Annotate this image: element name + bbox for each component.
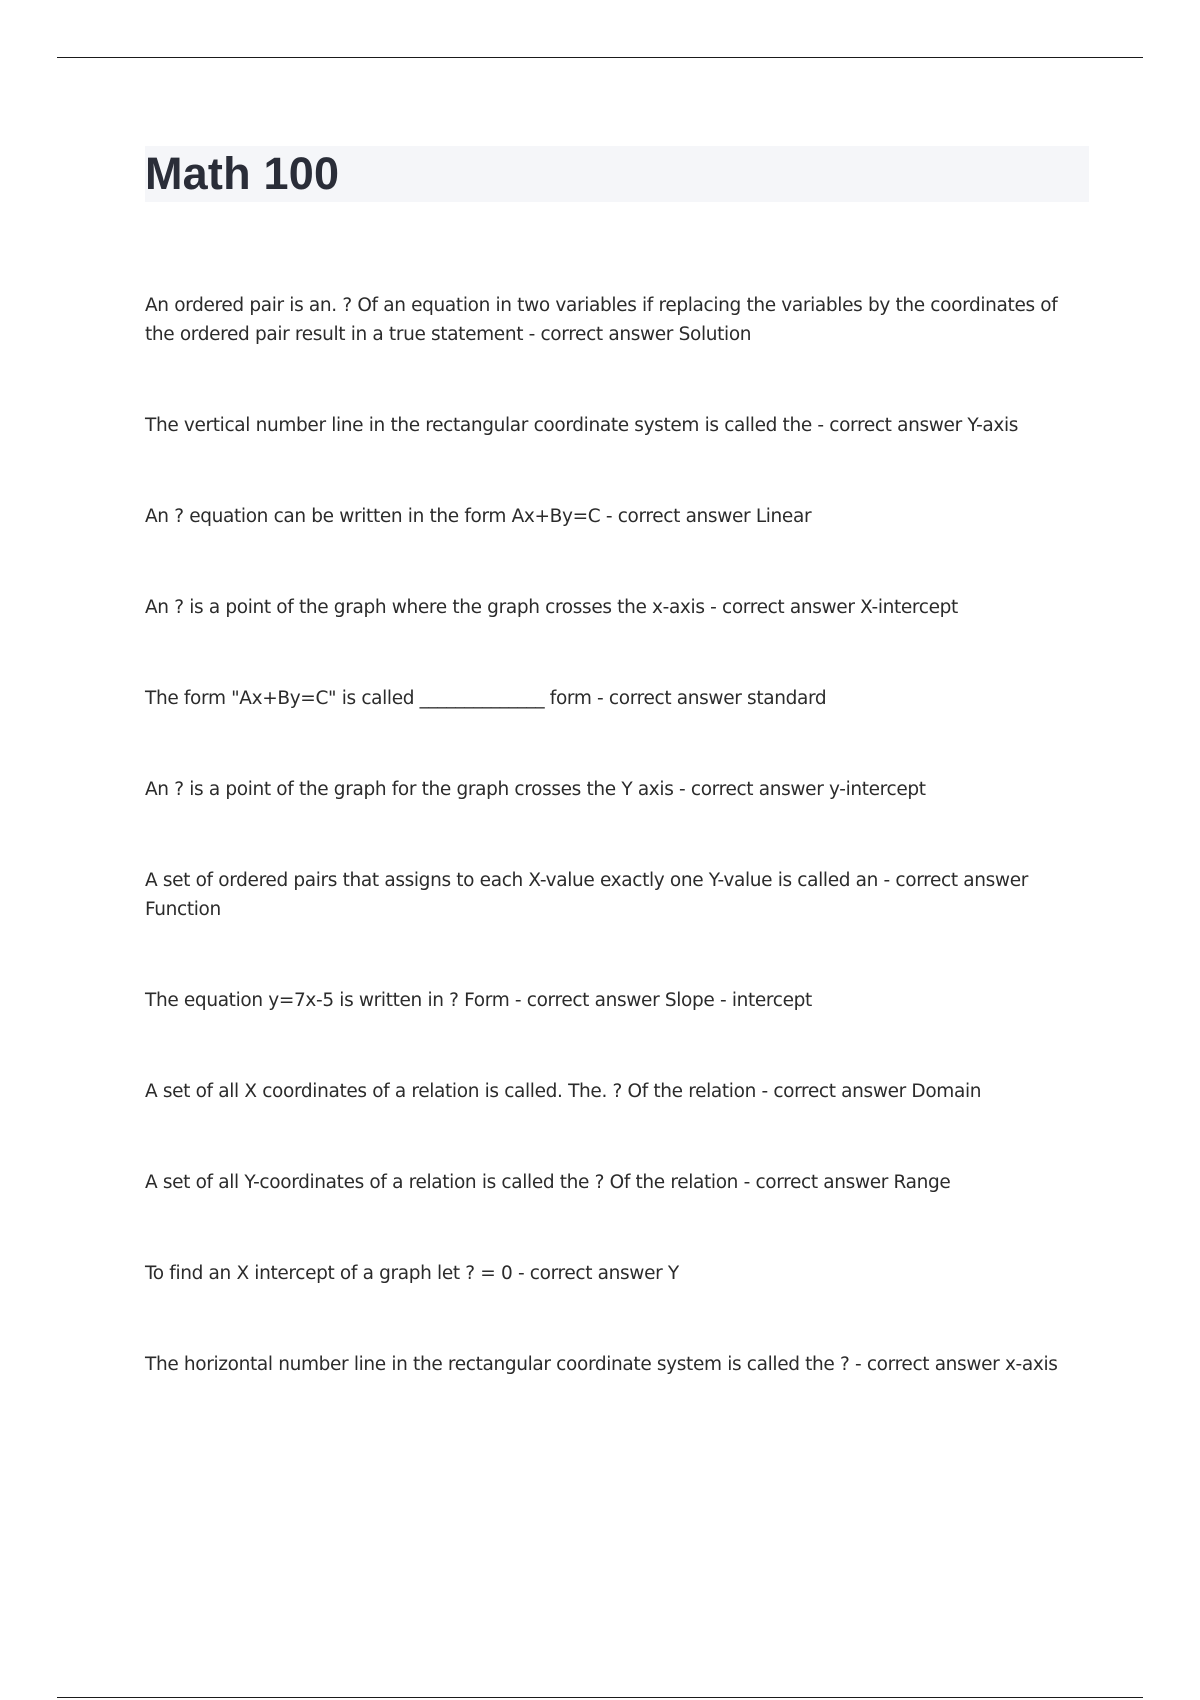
qa-item-3: An ? equation can be written in the form Ax+By=C - correct answer Linear (145, 506, 812, 527)
qa-item-10: A set of all Y-coordinates of a relation is called the ? Of the relation - correct answer Range (145, 1172, 951, 1193)
top-rule (57, 57, 1143, 58)
qa-item-4: An ? is a point of the graph where the graph crosses the x-axis - correct answer X-intercept (145, 597, 958, 618)
qa-item-9: A set of all X coordinates of a relation is called. The. ? Of the relation - correct answer Domain (145, 1081, 982, 1102)
qa-item-11: To find an X intercept of a graph let ? = 0 - correct answer Y (145, 1263, 679, 1284)
qa-item-12: The horizontal number line in the rectangular coordinate system is called the ? - correct answer x-axis (145, 1354, 1058, 1375)
bottom-rule (57, 1697, 1143, 1698)
page-title: Math 100 (145, 148, 340, 199)
qa-item-8: The equation y=7x-5 is written in ? Form - correct answer Slope - intercept (145, 990, 812, 1011)
qa-item-5: The form "Ax+By=C" is called ______________ form - correct answer standard (145, 688, 827, 709)
qa-item-2: The vertical number line in the rectangular coordinate system is called the - correct answer Y-axis (145, 415, 1019, 436)
qa-item-1: An ordered pair is an. ? Of an equation in two variables if replacing the variables by the coordinates of the ordered pair result in a true statement - correct answer Solution (145, 295, 1058, 345)
qa-item-7: A set of ordered pairs that assigns to each X-value exactly one Y-value is called an - correct answer Function (145, 870, 1028, 920)
qa-item-6: An ? is a point of the graph for the graph crosses the Y axis - correct answer y-intercept (145, 779, 926, 800)
